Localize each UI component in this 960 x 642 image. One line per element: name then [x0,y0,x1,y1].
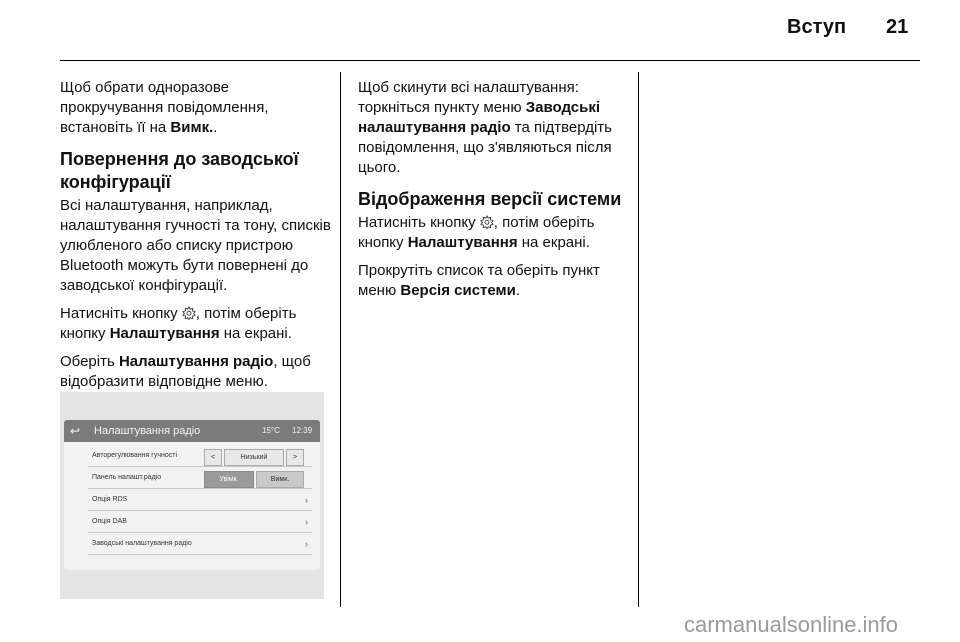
paragraph-reset-all [358,78,630,178]
clock-readout: 12:39 [292,426,313,435]
text: Прокрутіть список та оберіть пункт меню [358,262,600,299]
text: Оберіть [60,353,119,370]
text: , потім оберіть кнопку [358,214,595,251]
back-arrow-icon[interactable]: ↩ [70,424,81,438]
paragraph-press-button [60,304,332,344]
text: на екрані. [219,325,292,342]
paragraph-press-button-2 [358,213,630,253]
menu-row-radio-panel [88,468,312,489]
settings-gear-icon [480,215,494,229]
bold-text: Налаштування [109,325,220,342]
bold-text: Налаштування радіо [118,353,274,370]
screen-title-bar [64,420,320,442]
text: Натисніть кнопку [60,305,182,322]
menu-row-label: Опція DAB [92,518,127,525]
infotainment-screen [64,420,320,570]
menu-row-dab[interactable] [88,512,312,533]
text: на екрані. [517,234,590,251]
menu-row-rds[interactable] [88,490,312,511]
off-toggle-button[interactable]: Вимк. [256,471,304,488]
text: . [515,282,521,299]
bold-text: Вимк. [170,119,214,136]
prev-value-button[interactable]: < [204,449,222,466]
watermark: carmanualsonline.info [684,612,899,637]
menu-row-auto-volume[interactable] [88,446,312,467]
menu-row-label: Панель налашт.радіо [92,474,162,481]
menu-row-factory-reset[interactable] [88,534,312,555]
header-title: Вступ [787,16,847,38]
column-1 [60,78,332,400]
paragraph-one-time-scroll [60,78,332,138]
radio-settings-screen-figure [60,392,324,599]
page-number: 21 [886,16,909,38]
chevron-right-icon: › [305,517,308,527]
bold-text: Налаштування [407,234,518,251]
text: , потім оберіть кнопку [60,305,297,342]
section-heading-factory-reset: Повернення до заводської конфігурації [60,149,299,192]
settings-gear-icon [182,306,196,320]
chevron-right-icon: › [305,539,308,549]
section-heading-system-version: Відображення версії системи [358,189,622,209]
text: Натисніть кнопку [358,214,480,231]
menu-row-label: Опція RDS [92,496,128,503]
value-display: Низький [224,449,284,466]
chevron-right-icon: › [305,495,308,505]
menu-row-label: Заводські налаштування радіо [92,540,192,547]
temperature-readout: 15°C [262,426,280,435]
screen-title: Налаштування радіо [94,425,201,437]
on-toggle-button[interactable]: Увімк. [204,471,254,488]
header-rule [60,60,920,61]
menu-row-label: Авторегулювання гучності [92,452,177,459]
column-divider-1 [340,72,341,607]
paragraph-reset-desc: Всі налаштування, наприклад, налаштування гучності та тону, списків улюбленого або списку пристрою Bluetooth можуть бути повернені до заводської конфігурації. [60,197,331,294]
bold-text: Заводські налаштування радіо [358,99,601,136]
paragraph-system-version [358,261,630,301]
text: Щоб скинути всі налаштування: торкніться пункту меню [358,79,579,116]
column-2 [358,78,630,309]
text: та підтвердіть повідомлення, що з'являються після цього. [358,119,612,176]
bold-text: Версія системи [400,282,516,299]
text: . [213,119,218,136]
text: Щоб обрати одноразове прокручування повідомлення, встановіть її на [60,79,269,136]
text: , щоб відобразити відповідне меню. [60,353,311,390]
column-divider-2 [638,72,639,607]
next-value-button[interactable]: > [286,449,304,466]
paragraph-select-radio-settings [60,352,332,392]
